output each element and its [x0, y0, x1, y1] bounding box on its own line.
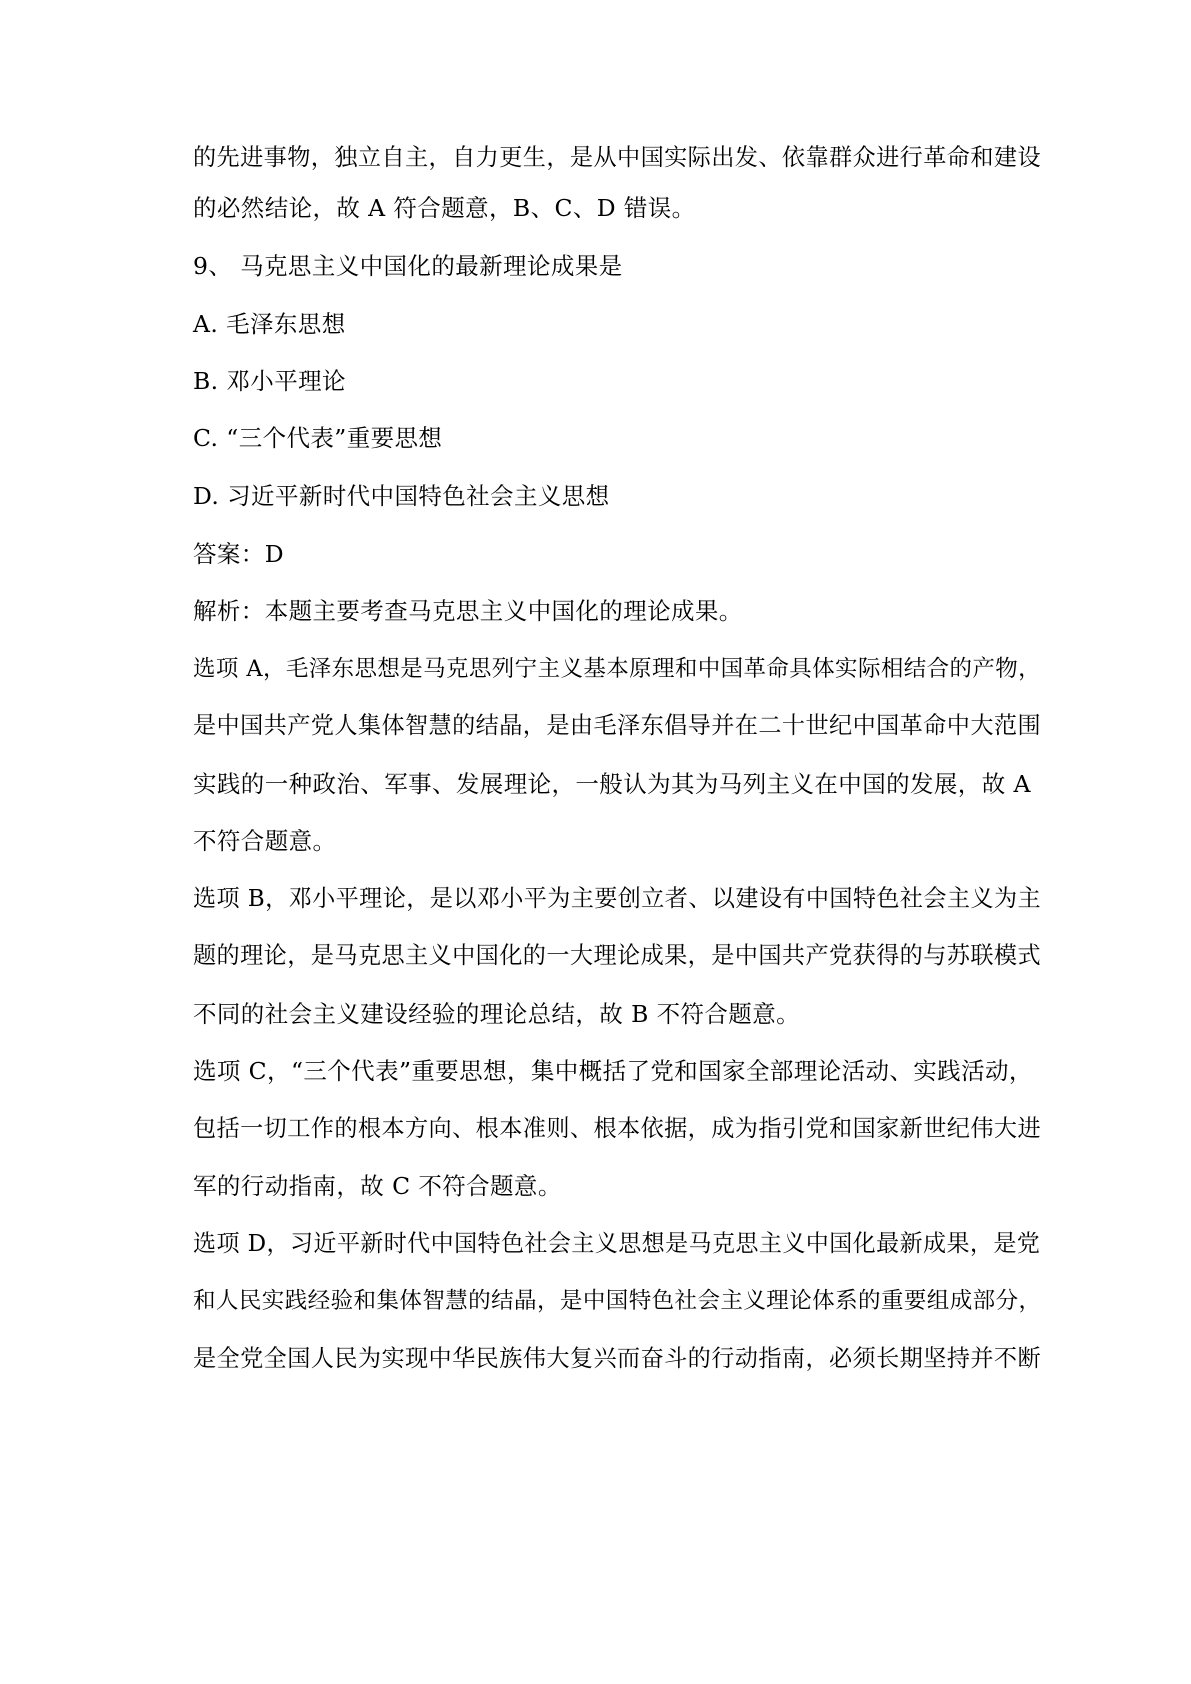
- text-line: 选项 A，毛泽东思想是马克思列宁主义基本原理和中国革命具体实际相结合的产物，: [193, 656, 1042, 682]
- text-line: 的必然结论，故 A 符合题意，B、C、D 错误。: [193, 194, 696, 222]
- option-c: C. “三个代表”重要思想: [193, 424, 443, 452]
- option-a: A. 毛泽东思想: [193, 310, 346, 338]
- text-line: 不同的社会主义建设经验的理论总结，故 B 不符合题意。: [193, 1000, 801, 1028]
- text-line: 选项 B，邓小平理论，是以邓小平为主要创立者、以建设有中国特色社会主义为主: [193, 886, 1041, 912]
- option-b: B. 邓小平理论: [193, 367, 346, 395]
- text-line: 题的理论，是马克思主义中国化的一大理论成果，是中国共产党获得的与苏联模式: [193, 942, 1042, 969]
- text-line: 包括一切工作的根本方向、根本准则、根本依据，成为指引党和国家新世纪伟大进: [193, 1115, 1042, 1142]
- text-line: 选项 D，习近平新时代中国特色社会主义思想是马克思主义中国化最新成果，是党: [193, 1231, 1041, 1257]
- text-line: 选项 C，“三个代表”重要思想，集中概括了党和国家全部理论活动、实践活动，: [193, 1057, 1033, 1085]
- question-line: 9、 马克思主义中国化的最新理论成果是: [193, 252, 623, 280]
- text-line: 不符合题意。: [193, 827, 337, 855]
- text-line: 是全党全国人民为实现中华民族伟大复兴而奋斗的行动指南，必须长期坚持并不断: [193, 1345, 1042, 1372]
- analysis-intro: 解析：本题主要考查马克思主义中国化的理论成果。: [193, 597, 743, 625]
- text-line: 军的行动指南，故 C 不符合题意。: [193, 1172, 562, 1200]
- text-line: 实践的一种政治、军事、发展理论，一般认为其为马列主义在中国的发展，故 A: [193, 770, 1031, 798]
- text-line: 和人民实践经验和集体智慧的结晶，是中国特色社会主义理论体系的重要组成部分，: [193, 1288, 1042, 1314]
- option-d: D. 习近平新时代中国特色社会主义思想: [193, 482, 610, 510]
- answer-line: 答案：D: [193, 540, 284, 568]
- text-line: 的先进事物，独立自主，自力更生，是从中国实际出发、依靠群众进行革命和建设: [193, 144, 1042, 171]
- text-line: 是中国共产党人集体智慧的结晶，是由毛泽东倡导并在二十世纪中国革命中大范围: [193, 712, 1042, 739]
